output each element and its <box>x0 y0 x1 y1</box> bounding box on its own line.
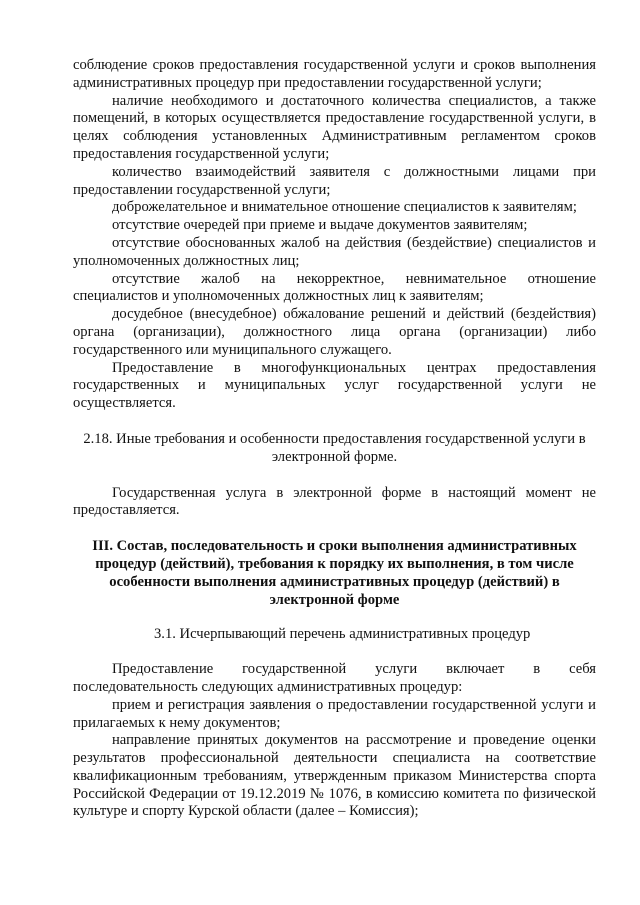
paragraph-no-justified-complaints: отсутствие обоснованных жалоб на действия (бездействие) специалистов и уполномоченных должностных лиц; <box>73 234 596 269</box>
spacer <box>73 609 596 626</box>
paragraph-no-complaints-incorrect: отсутствие жалоб на некорректное, невнимательное отношение специалистов и уполномоченных должностных лиц к заявителям; <box>73 270 596 305</box>
section-3-1-title: 3.1. Исчерпывающий перечень административных процедур <box>154 626 531 643</box>
spacer <box>73 520 596 538</box>
paragraph-mfc: Предоставление в многофункциональных центрах предоставления государственных и муниципальных услуг государственной услуги не осуществляется. <box>73 359 596 412</box>
paragraph-interactions: количество взаимодействий заявителя с должностными лицами при предоставлении государственной услуги; <box>73 163 596 198</box>
paragraph-reception-registration: прием и регистрация заявления о предоставлении государственной услуги и прилагаемых к нему документов; <box>73 696 596 731</box>
spacer <box>73 467 596 485</box>
spacer <box>73 644 596 661</box>
paragraph-forwarding-documents: направление принятых документов на рассмотрение и проведение оценки результатов профессиональной деятельности специалиста на соответствие квалификационным требованиям, утвержденным приказом Министерства спорта Российской Федерации от 19.12.2019 № 1076, в комиссию комитета по физической культуре и спорту Курской области (далее – Комиссия); <box>73 732 596 820</box>
paragraph-deadlines: соблюдение сроков предоставления государственной услуги и сроков выполнения административных процедур при предоставлении государственной услуги; <box>73 57 596 91</box>
paragraph-procedures-intro: Предоставление государственной услуги включает в себя последовательность следующих административных процедур: <box>73 661 596 695</box>
paragraph-pretrial-appeal: досудебное (внесудебное) обжалование решений и действий (бездействия) органа (организации), должностного лица органа (организации) либо государственного или муниципального служащего. <box>73 306 596 358</box>
section-3-title: III. Состав, последовательность и сроки выполнения административных процедур (действий), требования к порядку их выполнения, в том числе особенности выполнения административных процедур (действий) в электронной форме <box>92 538 577 608</box>
paragraph-staff-premises: наличие необходимого и достаточного количества специалистов, а также помещений, в которых осуществляется предоставление государственной услуги, в целях соблюдения установленных Административным регламентом сроков предоставления государственной услуги; <box>73 92 596 162</box>
section-2-18-title: 2.18. Иные требования и особенности предоставления государственной услуги в электронной форме. <box>83 430 586 465</box>
spacer <box>73 413 596 431</box>
paragraph-no-queues: отсутствие очередей при приеме и выдаче документов заявителям; <box>112 217 528 234</box>
paragraph-attitude: доброжелательное и внимательное отношение специалистов к заявителям; <box>112 199 577 216</box>
section-2-18-body: Государственная услуга в электронной форме в настоящий момент не предоставляется. <box>73 484 596 519</box>
